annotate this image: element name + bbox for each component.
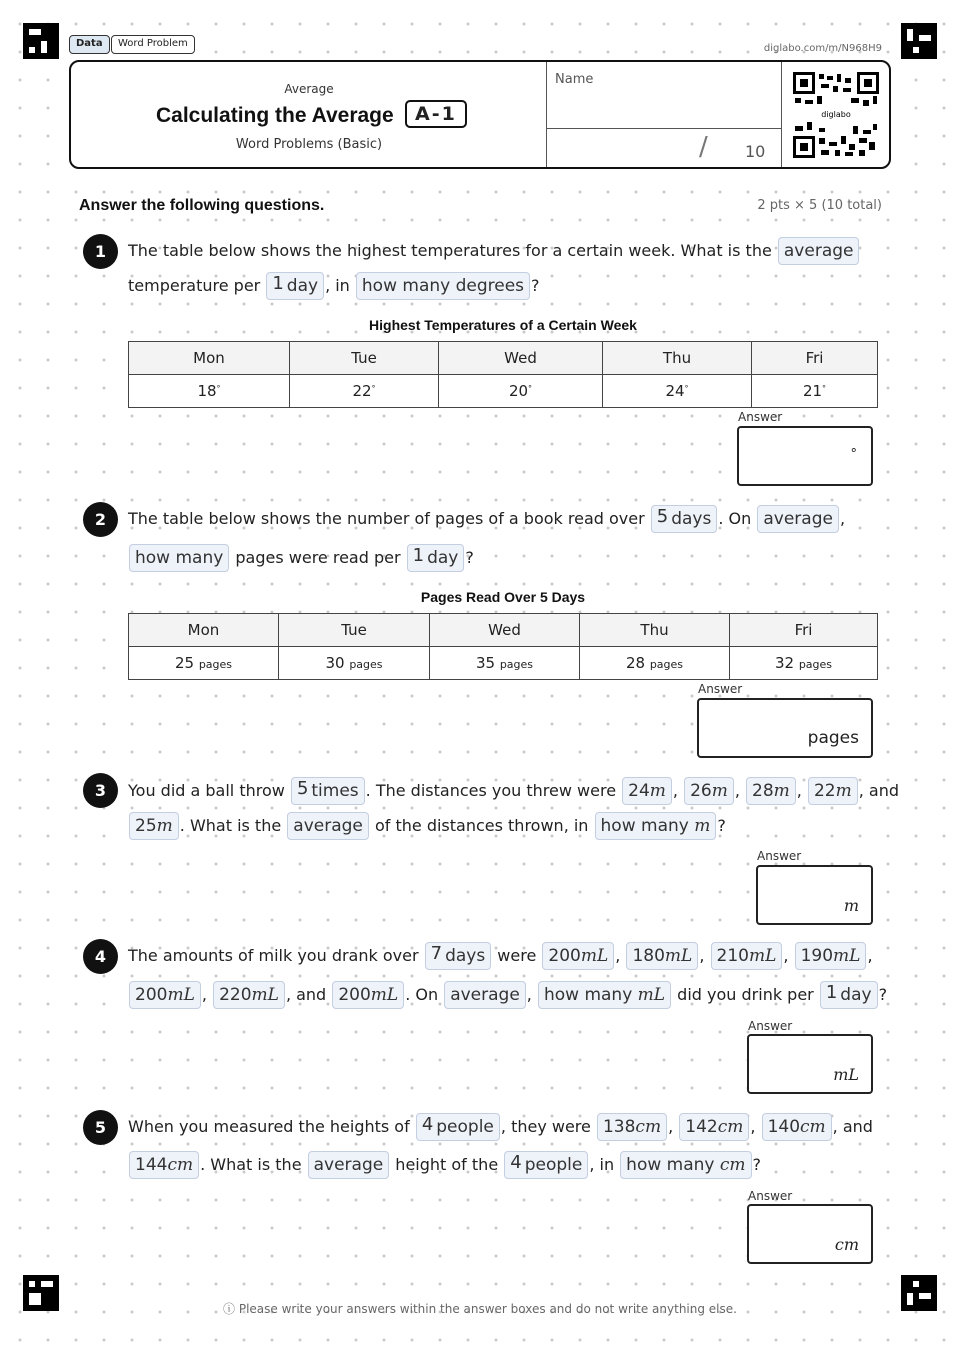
table-header: Fri bbox=[730, 614, 878, 647]
table-cell: 24° bbox=[603, 375, 752, 408]
keyword-highlight: how many cm bbox=[620, 1151, 751, 1179]
keyword-highlight: 5 days bbox=[651, 505, 718, 533]
table-header: Mon bbox=[129, 342, 290, 375]
question-text bbox=[128, 236, 860, 266]
keyword-highlight: average bbox=[287, 812, 369, 840]
text: , bbox=[839, 509, 846, 528]
question-text: 200mL , 220mL , and 200mL . On average , how many mL did you drink per 1 day ? bbox=[128, 980, 887, 1010]
answer-box[interactable] bbox=[747, 1034, 873, 1094]
question-text bbox=[128, 811, 726, 841]
answer-unit: cm bbox=[834, 1235, 859, 1254]
number: 1 bbox=[272, 273, 284, 294]
text: pages were read per bbox=[230, 548, 406, 567]
value-highlight: 144cm bbox=[129, 1151, 199, 1179]
value-highlight: 180mL bbox=[626, 942, 698, 970]
answer-label: Answer bbox=[757, 849, 802, 863]
text: , they were bbox=[500, 1117, 596, 1136]
value-highlight: 26m bbox=[684, 777, 734, 805]
tag-word-problem: Word Problem bbox=[111, 35, 195, 54]
keyword-highlight: 1 day bbox=[407, 544, 465, 572]
question-text: The amounts of milk you drank over 7 days were 200mL , 180mL , 210mL , 190mL , bbox=[128, 941, 873, 971]
text: ? bbox=[465, 548, 474, 567]
corner-marker-top-left bbox=[23, 23, 59, 59]
table-cell: 35 pages bbox=[430, 647, 580, 680]
value-highlight: 28m bbox=[746, 777, 796, 805]
question-text bbox=[128, 271, 540, 301]
text: The amounts of milk you drank over bbox=[128, 946, 424, 965]
table-header: Tue bbox=[279, 614, 430, 647]
answer-unit: pages bbox=[807, 728, 859, 748]
text: You did a ball throw bbox=[128, 781, 290, 800]
table-caption: Highest Temperatures of a Certain Week bbox=[369, 317, 637, 333]
answer-box[interactable] bbox=[737, 426, 873, 486]
answer-label: Answer bbox=[748, 1189, 793, 1203]
table-header: Mon bbox=[129, 614, 279, 647]
value-highlight: 140cm bbox=[762, 1113, 832, 1141]
value-highlight: 200mL bbox=[542, 942, 614, 970]
keyword-highlight: average bbox=[757, 505, 839, 533]
question-number: 1 bbox=[83, 234, 118, 269]
keyword-highlight: average bbox=[308, 1151, 390, 1179]
table-header: Thu bbox=[580, 614, 730, 647]
value-highlight: 138cm bbox=[597, 1113, 667, 1141]
keyword-highlight: average bbox=[444, 981, 526, 1009]
text: ? bbox=[531, 276, 540, 295]
points-info: 2 pts × 5 (10 total) bbox=[757, 198, 882, 213]
answer-box[interactable] bbox=[747, 1204, 873, 1264]
table-cell: 25 pages bbox=[129, 647, 279, 680]
text: were bbox=[492, 946, 542, 965]
divider bbox=[781, 62, 782, 167]
value-highlight: 190mL bbox=[795, 942, 867, 970]
keyword-highlight: how many bbox=[129, 544, 229, 572]
text: , in bbox=[325, 276, 355, 295]
text: When you measured the heights of bbox=[128, 1117, 415, 1136]
question-text bbox=[128, 504, 845, 534]
worksheet-title: Calculating the Average bbox=[156, 104, 394, 127]
table-cell: 20° bbox=[439, 375, 603, 408]
table-header: Tue bbox=[290, 342, 439, 375]
table-cell: 22° bbox=[290, 375, 439, 408]
answer-label: Answer bbox=[698, 682, 743, 696]
keyword-highlight: 1 day bbox=[820, 981, 878, 1009]
text: of the distances thrown, in bbox=[369, 816, 594, 835]
keyword-highlight: 4 people bbox=[416, 1113, 500, 1141]
value-highlight: 220mL bbox=[213, 981, 285, 1009]
data-table bbox=[128, 341, 878, 408]
text: ? bbox=[752, 1155, 762, 1174]
qr-label: diglabo bbox=[821, 110, 851, 119]
question-text: When you measured the heights of 4 people , they were 138cm , 142cm , 140cm , and bbox=[128, 1112, 873, 1142]
table-cell: 18° bbox=[129, 375, 290, 408]
name-label: Name bbox=[555, 72, 594, 87]
corner-marker-top-right bbox=[901, 23, 937, 59]
keyword-highlight bbox=[266, 272, 324, 300]
score-slash: / bbox=[699, 132, 708, 162]
answer-label: Answer bbox=[738, 410, 783, 424]
tag-data: Data bbox=[69, 35, 110, 54]
text: , in bbox=[589, 1155, 620, 1174]
qr-code-icon bbox=[793, 72, 879, 158]
table-cell: 32 pages bbox=[730, 647, 878, 680]
unit: day bbox=[286, 276, 319, 296]
answer-box[interactable] bbox=[756, 865, 873, 925]
keyword-highlight: 5 times bbox=[291, 777, 365, 805]
answer-box[interactable] bbox=[697, 698, 873, 758]
question-text bbox=[128, 1150, 761, 1180]
text: ? bbox=[717, 816, 726, 835]
value-highlight: 200mL bbox=[129, 981, 201, 1009]
answer-unit: m bbox=[843, 896, 859, 915]
text: height of the bbox=[390, 1155, 504, 1174]
table-cell: 21° bbox=[752, 375, 878, 408]
table-header: Fri bbox=[752, 342, 878, 375]
keyword-highlight: 4 people bbox=[504, 1151, 588, 1179]
score-total: 10 bbox=[745, 142, 766, 161]
table-header: Wed bbox=[439, 342, 603, 375]
text: . The distances you threw were bbox=[365, 781, 622, 800]
keyword-highlight: how many mL bbox=[538, 981, 671, 1009]
worksheet-code: A-1 bbox=[405, 100, 467, 128]
subject-label: Average bbox=[284, 82, 334, 96]
value-highlight: 210mL bbox=[711, 942, 783, 970]
value-highlight: 200mL bbox=[332, 981, 404, 1009]
answer-unit: ° bbox=[850, 447, 857, 462]
text: ? bbox=[878, 985, 888, 1004]
data-table bbox=[128, 613, 878, 680]
text: . On bbox=[405, 985, 444, 1004]
divider bbox=[546, 62, 547, 167]
text: temperature per bbox=[128, 276, 266, 295]
keyword-highlight: 7 days bbox=[425, 942, 492, 970]
answer-unit: mL bbox=[833, 1065, 859, 1084]
keyword-highlight: how many m bbox=[595, 812, 717, 840]
text: The table below shows the number of pages of a book read over bbox=[128, 509, 650, 528]
question-number: 2 bbox=[83, 502, 118, 537]
question-number: 5 bbox=[83, 1110, 118, 1145]
table-header: Thu bbox=[603, 342, 752, 375]
instructions: Answer the following questions. bbox=[79, 197, 325, 214]
question-number: 3 bbox=[83, 773, 118, 808]
keyword-highlight: how many degrees bbox=[356, 272, 530, 300]
site-url: diglabo.com/m/N968H9 bbox=[763, 43, 882, 54]
text: The table below shows the highest temperatures for a certain week. What is the bbox=[128, 241, 777, 260]
question-text: You did a ball throw 5 times . The distances you threw were 24m , 26m , 28m , 22m , and bbox=[128, 776, 899, 806]
text: . On bbox=[718, 509, 757, 528]
value-highlight: 25m bbox=[129, 812, 179, 840]
table-cell: 30 pages bbox=[279, 647, 430, 680]
table-header: Wed bbox=[430, 614, 580, 647]
keyword-highlight: average bbox=[778, 237, 860, 265]
question-number: 4 bbox=[83, 939, 118, 974]
divider bbox=[546, 128, 781, 129]
worksheet-subtitle: Word Problems (Basic) bbox=[235, 137, 383, 152]
value-highlight: 142cm bbox=[679, 1113, 749, 1141]
question-text bbox=[128, 543, 474, 573]
table-caption: Pages Read Over 5 Days bbox=[420, 589, 586, 605]
worksheet-header bbox=[69, 60, 891, 169]
table-cell: 28 pages bbox=[580, 647, 730, 680]
footer-note: ⓘ Please write your answers within the answer boxes and do not write anything else. bbox=[223, 1302, 737, 1316]
value-highlight: 22m bbox=[808, 777, 858, 805]
answer-label: Answer bbox=[748, 1019, 793, 1033]
text: . What is the bbox=[200, 1155, 307, 1174]
text: did you drink per bbox=[672, 985, 819, 1004]
text: . What is the bbox=[179, 816, 287, 835]
value-highlight: 24m bbox=[622, 777, 672, 805]
